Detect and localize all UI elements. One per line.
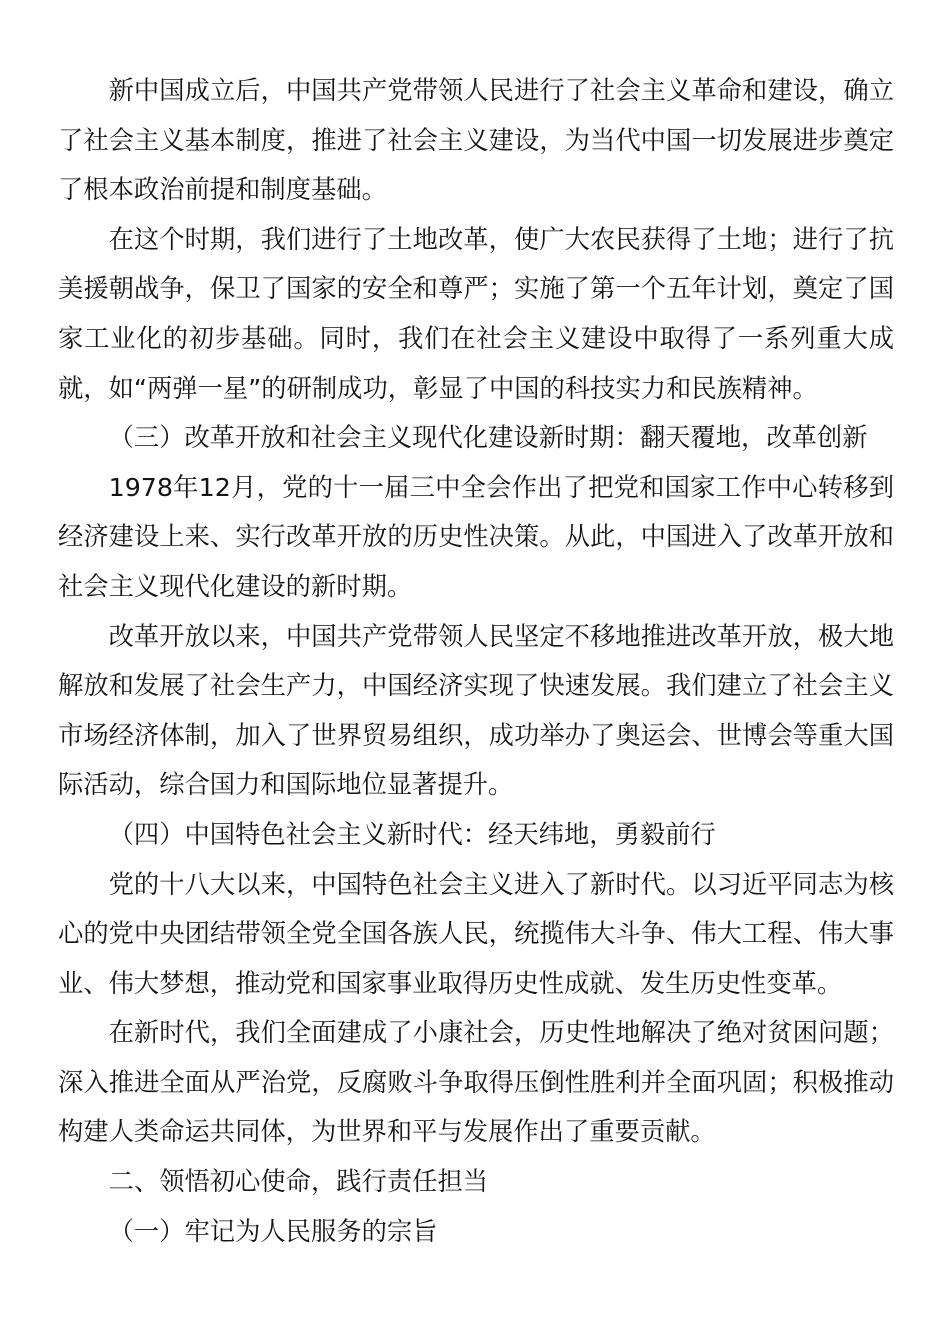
paragraph-reform-results: 改革开放以来，中国共产党带领人民坚定不移地推进改革开放，极大地解放和发展了社会生产力，中国经济实现了快速发展。我们建立了社会主义市场经济体制，加入了世界贸易组织，成功举办了奥运会、世博会等重大国际活动，综合国力和国际地位显著提升。 bbox=[58, 621, 894, 800]
paragraph-early-period: 在这个时期，我们进行了土地改革，使广大农民获得了土地；进行了抗美援朝战争，保卫了国家的安全和尊严；实施了第一个五年计划，奠定了国家工业化的初步基础。同时，我们在社会主义建设中取得了一系列重大成就，如“两弹一星”的研制成功，彰显了中国的科技实力和民族精神。 bbox=[58, 224, 894, 403]
document-page bbox=[58, 66, 894, 1256]
section-heading-reform-era: （三）改革开放和社会主义现代化建设新时期：翻天覆地，改革创新 bbox=[108, 423, 868, 453]
section-heading-new-era: （四）中国特色社会主义新时代：经天纬地，勇毅前行 bbox=[108, 819, 716, 849]
paragraph-new-era-achievements: 在新时代，我们全面建成了小康社会，历史性地解决了绝对贫困问题；深入推进全面从严治党，反腐败斗争取得压倒性胜利并全面巩固；积极推动构建人类命运共同体，为世界和平与发展作出了重要贡献。 bbox=[58, 1018, 894, 1147]
paragraph-18th-congress: 党的十八大以来，中国特色社会主义进入了新时代。以习近平同志为核心的党中央团结带领全党全国各族人民，统揽伟大斗争、伟大工程、伟大事业、伟大梦想，推动党和国家事业取得历史性成就、发生历史性变革。 bbox=[58, 869, 894, 998]
paragraph-third-plenum: 1978年12月，党的十一届三中全会作出了把党和国家工作中心转移到经济建设上来、实行改革开放的历史性决策。从此，中国进入了改革开放和社会主义现代化建设的新时期。 bbox=[58, 472, 894, 601]
chapter-heading-mission: 二、领悟初心使命，践行责任担当 bbox=[108, 1167, 489, 1197]
section-heading-serve-people: （一）牢记为人民服务的宗旨 bbox=[108, 1216, 438, 1246]
paragraph-founding: 新中国成立后，中国共产党带领人民进行了社会主义革命和建设，确立了社会主义基本制度，推进了社会主义建设，为当代中国一切发展进步奠定了根本政治前提和制度基础。 bbox=[58, 76, 894, 205]
